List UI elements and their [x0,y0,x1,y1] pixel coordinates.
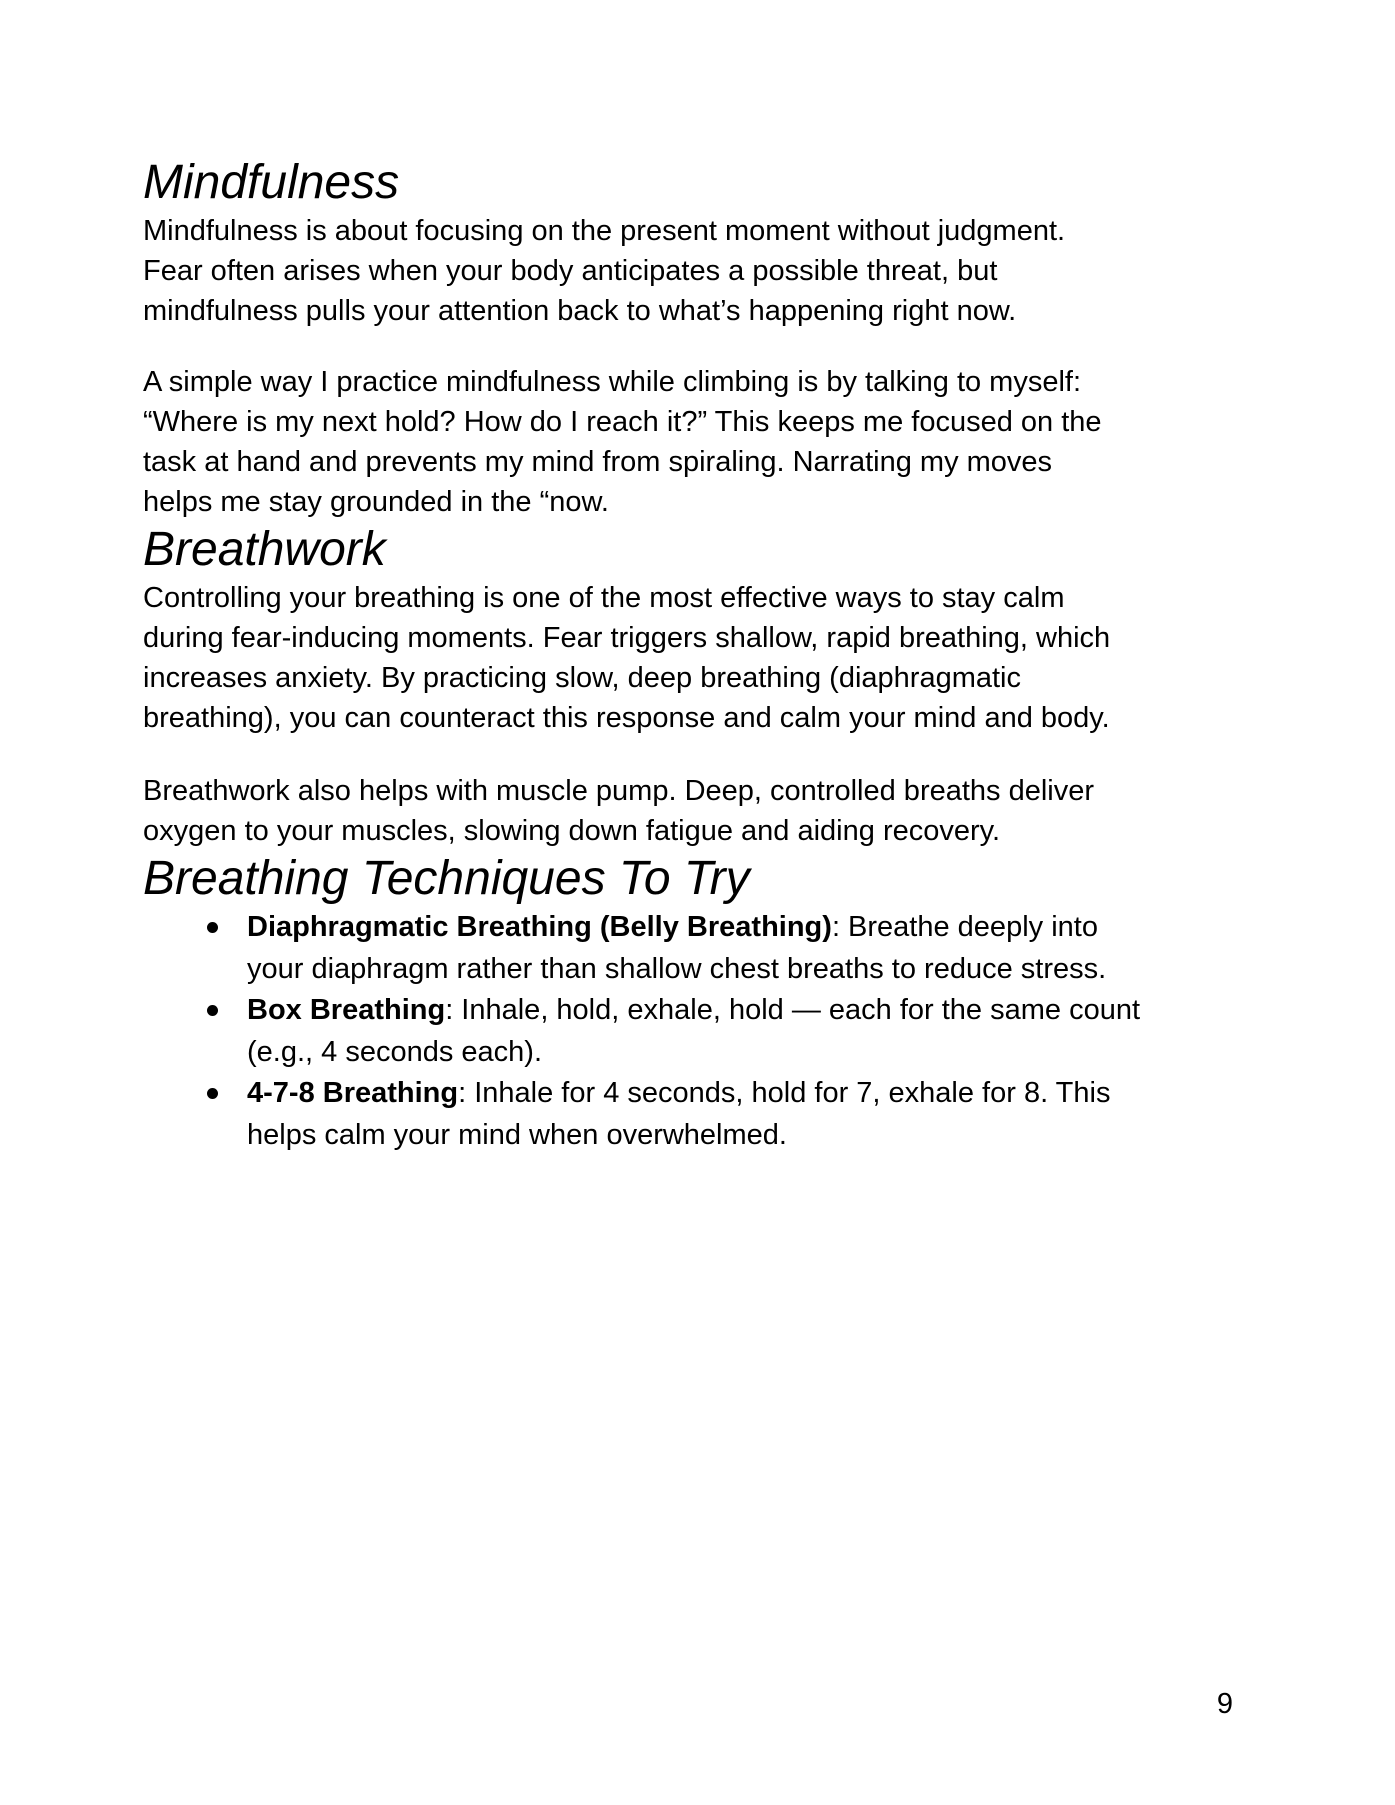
text-line: “Where is my next hold? How do I reach it?” This keeps me focused on the [143,406,1102,438]
text-line: increases anxiety. By practicing slow, deep breathing (diaphragmatic [143,662,1021,694]
text-line [247,1073,1253,1115]
text-line: helps me stay grounded in the “now. [143,486,609,518]
text-line: helps calm your mind when overwhelmed. [247,1118,787,1151]
list-item-text: : Breathe deeply into [831,911,1098,943]
text-line: mindfulness pulls your attention back to what’s happening right now. [143,295,1017,327]
text-line: A simple way I practice mindfulness while climbing is by talking to myself: [143,366,1082,398]
text-line: your diaphragm rather than shallow chest breaths to reduce stress. [247,952,1107,985]
paragraph-mindfulness-1 [143,211,1253,331]
bullet-icon [207,922,218,933]
page-number: 9 [1216,1688,1233,1720]
text-line: Mindfulness is about focusing on the present moment without judgment. [143,215,1066,247]
text-line: task at hand and prevents my mind from spiraling. Narrating my moves [143,446,1053,478]
list-item-text: : Inhale, hold, exhale, hold — each for the same count [445,994,1141,1026]
text-line [247,990,1253,1032]
list-item-text: : Inhale for 4 seconds, hold for 7, exhale for 8. This [458,1077,1111,1109]
heading-breathing-techniques: Breathing Techniques To Try [143,852,750,905]
document-content [143,0,1253,1156]
paragraph-mindfulness-2 [143,362,1253,522]
text-line: (e.g., 4 seconds each). [247,1035,542,1068]
text-line: breathing), you can counteract this response and calm your mind and body. [143,702,1110,734]
text-line: during fear-inducing moments. Fear triggers shallow, rapid breathing, which [143,622,1111,654]
list-item-diaphragmatic-breathing [143,907,1253,990]
text-line [247,907,1253,949]
bullet-icon [207,1005,218,1016]
list-item-lead: Diaphragmatic Breathing (Belly Breathing) [247,911,832,943]
text-line: Fear often arises when your body anticipates a possible threat, but [143,255,998,287]
list-item-478-breathing [143,1073,1253,1156]
text-line: Controlling your breathing is one of the most effective ways to stay calm [143,582,1065,614]
text-line: oxygen to your muscles, slowing down fatigue and aiding recovery. [143,815,1001,847]
heading-mindfulness: Mindfulness [143,156,400,209]
breathing-techniques-list [143,907,1253,1156]
paragraph-breathwork-2 [143,771,1253,851]
heading-breathwork: Breathwork [143,523,386,576]
paragraph-breathwork-1 [143,578,1253,738]
list-item-lead: 4-7-8 Breathing [247,1077,459,1109]
list-item-lead: Box Breathing [247,994,446,1026]
list-item-box-breathing [143,990,1253,1073]
bullet-icon [207,1088,218,1099]
text-line: Breathwork also helps with muscle pump. Deep, controlled breaths deliver [143,775,1095,807]
